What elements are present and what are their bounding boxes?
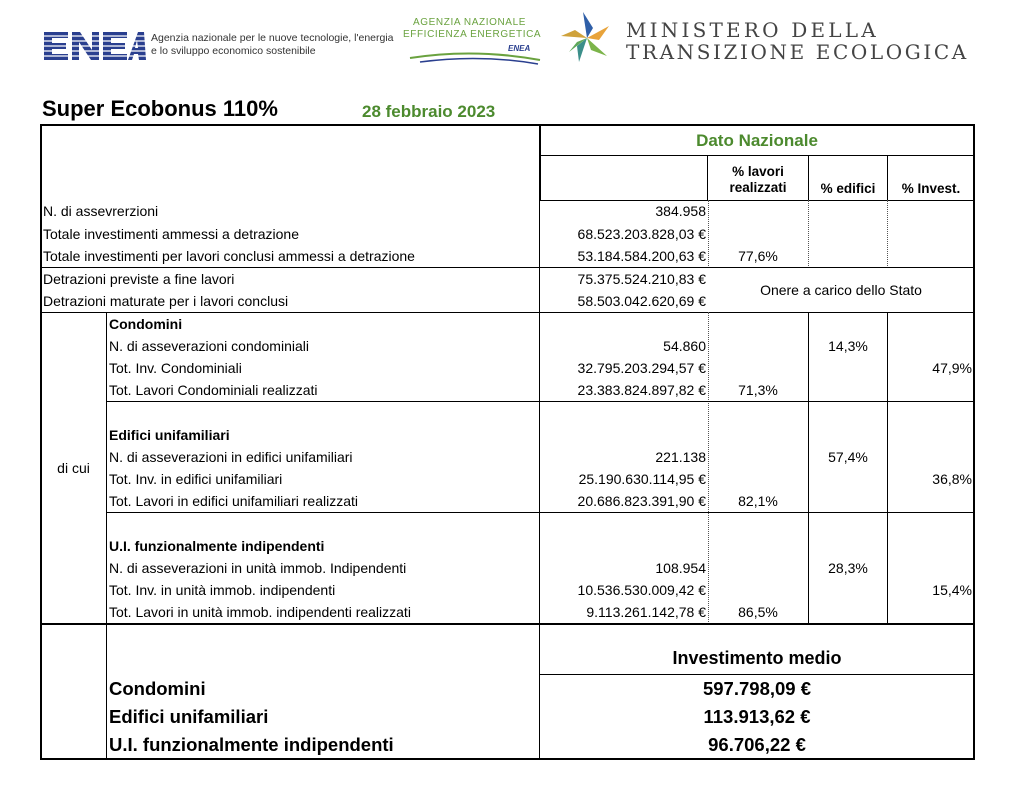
invest-col-left [887, 200, 888, 268]
pct-invest: 36,8% [932, 471, 972, 487]
row-label: N. di assevrerzioni [43, 203, 159, 219]
pct-lavori: 71,3% [738, 382, 778, 398]
row-label: Tot. Inv. Condominiali [109, 360, 242, 376]
rule-under-dato [540, 155, 974, 156]
rule-under-colheaders [540, 200, 974, 201]
medio-label: U.I. funzionalmente indipendenti [109, 734, 394, 755]
group-heading: U.I. funzionalmente indipendenti [109, 538, 325, 554]
rule-under-medio-title [540, 674, 974, 675]
enea-logo [42, 30, 146, 62]
row-value: 221.138 [655, 449, 706, 465]
row-value: 32.795.203.294,57 € [577, 360, 706, 376]
row-value: 20.686.823.391,90 € [577, 493, 706, 509]
enea-description-line-2: e lo sviluppo economico sostenibile [151, 45, 316, 57]
enea-description [151, 32, 394, 58]
section-title: Dato Nazionale [696, 131, 818, 150]
row-label: Tot. Inv. in unità immob. indipendenti [109, 582, 336, 598]
group-edifici-left [808, 312, 809, 624]
agency-enea-mark: ENEA [508, 44, 531, 53]
pct-edifici: 28,3% [828, 560, 868, 576]
row-label: N. di asseverazioni in unità immob. Indipendenti [109, 560, 407, 576]
dicui-divider [106, 312, 107, 759]
group-invest-left [887, 312, 888, 624]
agency-name-line-1: AGENZIA NAZIONALE [413, 17, 527, 28]
col-header-lavori-line-1: % lavori [732, 164, 784, 179]
edifici-col-left [808, 200, 809, 268]
col-header-lavori-line-2: realizzati [729, 180, 787, 195]
rule-before-medio [41, 623, 974, 625]
medio-value: 597.798,09 € [702, 678, 812, 699]
rule-after-deductions [41, 312, 974, 313]
pct-edifici: 14,3% [828, 338, 868, 354]
col-header-lavori [708, 164, 808, 196]
medio-label: Condomini [109, 678, 206, 699]
group-value-left [539, 312, 540, 624]
row-value: 23.383.824.897,82 € [577, 382, 706, 398]
ministry-name-line-1: MINISTERO DELLA [626, 18, 879, 42]
ministry-star-logo [558, 8, 616, 66]
row-label: Detrazioni maturate per i lavori conclusi [43, 293, 289, 309]
pct-lavori: 77,6% [738, 248, 778, 264]
row-value: 54.860 [663, 338, 706, 354]
investimento-medio-title: Investimento medio [672, 648, 842, 668]
row-value: 108.954 [655, 560, 706, 576]
row-label: Totale investimenti ammessi a detrazione [43, 226, 300, 242]
ministry-name-line-2: TRANSIZIONE ECOLOGICA [626, 40, 969, 64]
medio-label: Edifici unifamiliari [109, 706, 269, 727]
row-value: 25.190.630.114,95 € [578, 471, 706, 487]
row-value: 53.184.584.200,63 € [577, 248, 706, 264]
group-heading: Condomini [109, 316, 183, 332]
pct-lavori: 86,5% [738, 604, 778, 620]
col-header-invest: % Invest. [901, 181, 961, 196]
rule-after-totals [41, 267, 974, 268]
pct-edifici: 57,4% [828, 449, 868, 465]
row-value: 384.958 [655, 203, 706, 219]
rule-after-unifamiliari [106, 512, 974, 513]
row-value: 75.375.524.210,83 € [577, 271, 706, 287]
row-label: Tot. Lavori in unità immob. indipendenti realizzati [109, 604, 411, 620]
row-label: Tot. Inv. in edifici unifamiliari [109, 471, 283, 487]
pct-lavori: 82,1% [738, 493, 778, 509]
enea-description-line-1: Agenzia nazionale per le nuove tecnologie, l'energia [151, 32, 394, 44]
di-cui-label: di cui [57, 460, 90, 476]
page-title: Super Ecobonus 110% [42, 96, 278, 121]
row-label: Detrazioni previste a fine lavori [43, 271, 235, 287]
row-label: Tot. Lavori in edifici unifamiliari realizzati [109, 493, 358, 509]
row-label: N. di asseverazioni in edifici unifamiliari [109, 449, 353, 465]
row-value: 10.536.530.009,42 € [577, 582, 706, 598]
medio-value: 113.913,62 € [703, 706, 811, 727]
row-label: N. di asseverazioni condominiali [109, 338, 309, 354]
row-label: Tot. Lavori Condominiali realizzati [109, 382, 318, 398]
group-value-right [708, 312, 709, 624]
group-heading: Edifici unifamiliari [109, 427, 230, 443]
row-value: 9.113.261.142,78 € [586, 604, 706, 620]
col-header-edifici: % edifici [820, 181, 876, 196]
pct-invest: 47,9% [932, 360, 972, 376]
medio-value: 96.706,22 € [708, 734, 806, 755]
agency-name-line-2: EFFICIENZA ENERGETICA [403, 29, 542, 40]
onere-note: Onere a carico dello Stato [760, 282, 922, 298]
row-value: 68.523.203.828,03 € [577, 226, 706, 242]
pct-invest: 15,4% [932, 582, 972, 598]
rule-after-condomini [106, 401, 974, 402]
row-label: Totale investimenti per lavori conclusi ammessi a detrazione [43, 248, 415, 264]
report-date: 28 febbraio 2023 [362, 102, 496, 121]
row-value: 58.503.042.620,69 € [577, 293, 706, 309]
